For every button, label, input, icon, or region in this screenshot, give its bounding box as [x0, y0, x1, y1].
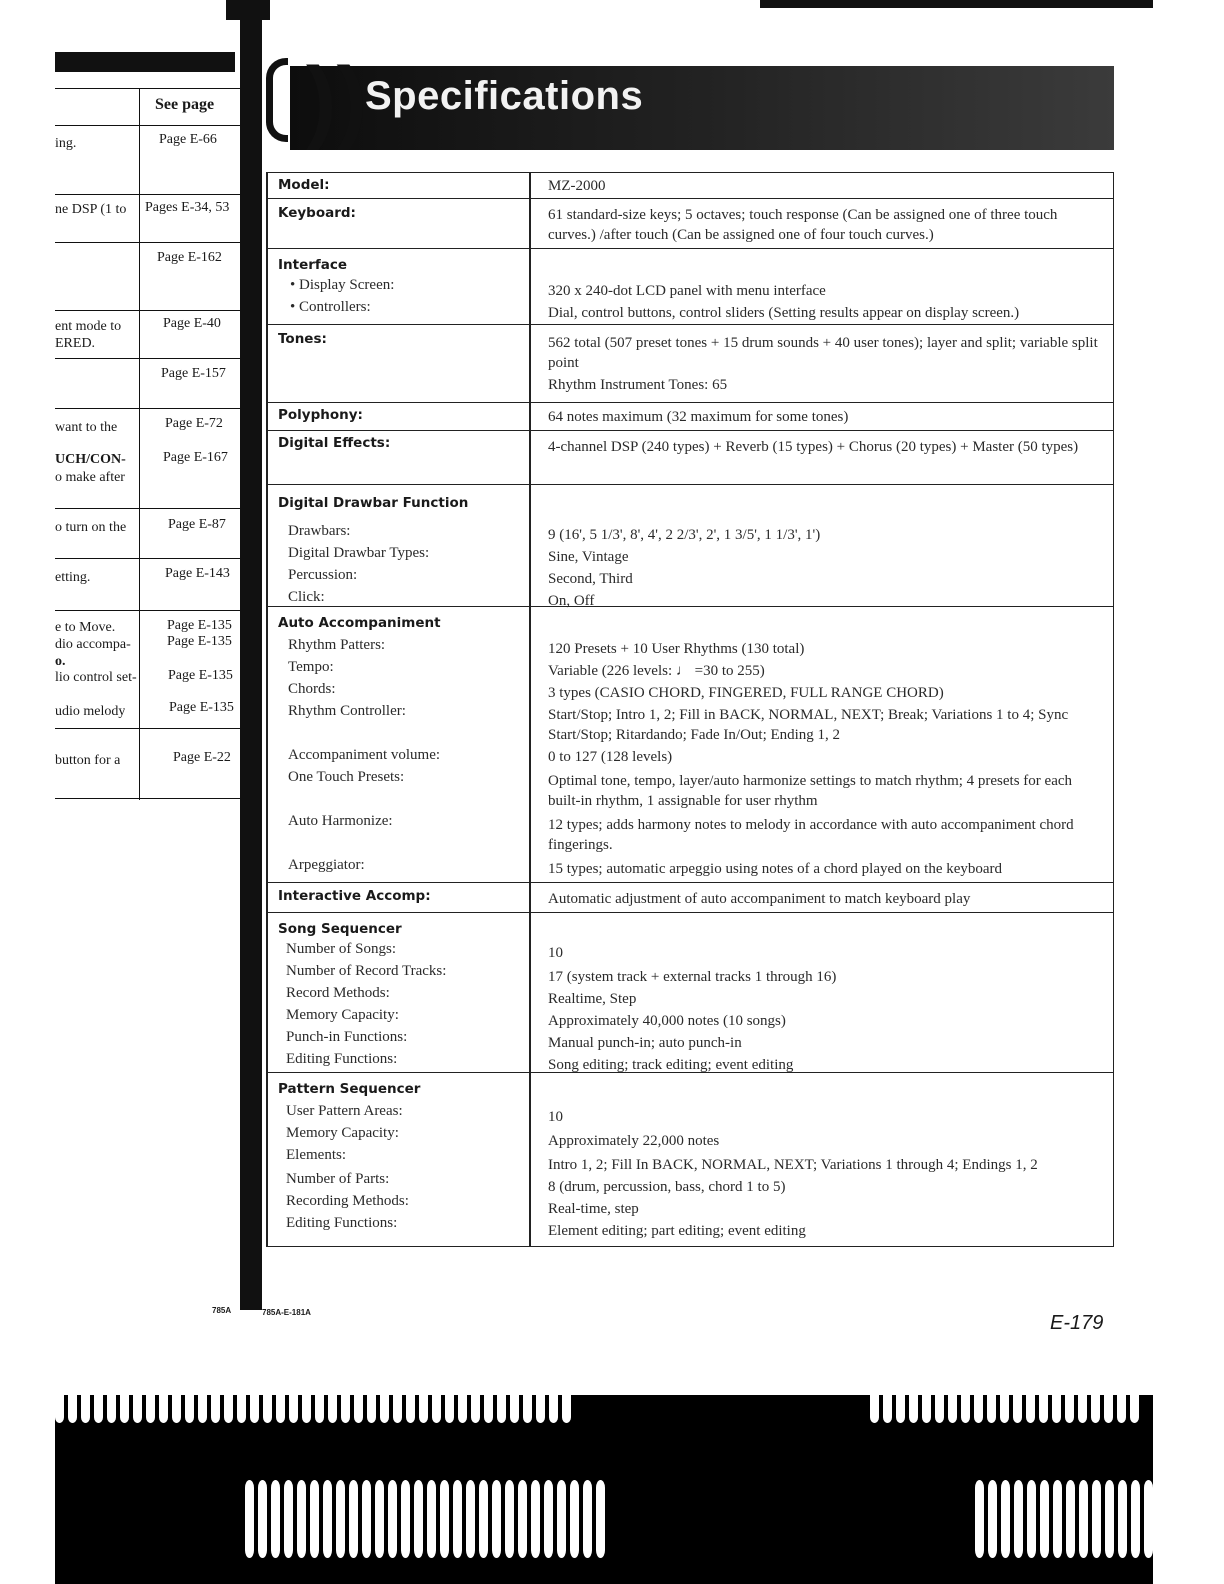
left-row-text: etting.: [55, 570, 91, 585]
top-edge-strip: [760, 0, 1153, 8]
left-row-text: UCH/CON-: [55, 452, 126, 467]
comb-tooth: [315, 1365, 324, 1423]
left-row-page: Page E-143: [165, 566, 230, 581]
left-row-page: Page E-66: [159, 132, 217, 147]
comb-tooth: [557, 1480, 566, 1558]
comb-pattern-top-left: [55, 1365, 571, 1423]
comb-tooth: [375, 1480, 384, 1558]
spec-sublabel: One Touch Presets:: [288, 769, 405, 785]
comb-tooth: [341, 1365, 350, 1423]
left-row-text: o.: [55, 654, 66, 669]
left-row-page: Page E-157: [161, 366, 226, 381]
spec-sublabel: Digital Drawbar Types:: [288, 545, 430, 561]
comb-tooth: [432, 1365, 441, 1423]
left-row-page: Page E-162: [157, 250, 222, 265]
comb-tooth: [453, 1480, 462, 1558]
comb-tooth: [1014, 1480, 1023, 1558]
comb-tooth: [284, 1480, 293, 1558]
comb-tooth: [531, 1480, 540, 1558]
comb-tooth: [120, 1365, 129, 1423]
comb-tooth: [935, 1365, 944, 1423]
comb-tooth: [1039, 1365, 1048, 1423]
spec-value: MZ-2000: [548, 178, 606, 194]
spec-value: Optimal tone, tempo, layer/auto harmonize settings to match rhythm; 4 presets for each built-in rhythm, 1 assignable for user rhythm: [548, 773, 1073, 809]
spec-sublabel: Rhythm Controller:: [288, 703, 406, 719]
spec-value: Second, Third: [548, 571, 633, 587]
left-page-reference-table: [55, 88, 240, 800]
spec-sublabel: Auto Harmonize:: [288, 813, 393, 829]
spec-sublabel: Tempo:: [288, 659, 334, 675]
spec-label: Interactive Accomp:: [278, 888, 431, 904]
left-row-text: udio melody: [55, 704, 126, 719]
comb-pattern-bottom-right: [975, 1480, 1153, 1558]
specifications-table: [266, 172, 1114, 1247]
comb-tooth: [518, 1480, 527, 1558]
spec-sublabel: Editing Functions:: [286, 1051, 398, 1067]
spec-value: Element editing; part editing; event editing: [548, 1223, 806, 1239]
spec-label: Tones:: [278, 331, 327, 347]
comb-tooth: [505, 1480, 514, 1558]
comb-tooth: [393, 1365, 402, 1423]
comb-tooth: [471, 1365, 480, 1423]
spec-value: 320 x 240-dot LCD panel with menu interface: [548, 283, 826, 299]
comb-tooth: [362, 1480, 371, 1558]
left-row-page: Page E-135: [167, 634, 232, 649]
comb-tooth: [349, 1480, 358, 1558]
comb-tooth: [172, 1365, 181, 1423]
spec-label: Song Sequencer: [278, 921, 402, 937]
spec-label: Model:: [278, 177, 330, 193]
spec-label: Pattern Sequencer: [278, 1081, 421, 1097]
comb-tooth: [987, 1365, 996, 1423]
comb-tooth: [1092, 1480, 1101, 1558]
comb-tooth: [1131, 1480, 1140, 1558]
left-footer-code: 785A: [212, 1306, 232, 1315]
spec-sublabel: • Display Screen:: [290, 277, 395, 293]
comb-tooth: [406, 1365, 415, 1423]
comb-tooth: [1104, 1365, 1113, 1423]
spec-value: 64 notes maximum (32 maximum for some tones): [548, 409, 849, 425]
comb-tooth: [1040, 1480, 1049, 1558]
comb-tooth: [570, 1480, 579, 1558]
spec-sublabel: Rhythm Patters:: [288, 637, 386, 653]
left-row-text: o make after: [55, 470, 125, 485]
left-row-text: ERED.: [55, 336, 96, 351]
left-row-text: button for a: [55, 753, 121, 768]
spec-sublabel: User Pattern Areas:: [286, 1103, 403, 1119]
spec-value: Manual punch-in; auto punch-in: [548, 1035, 742, 1051]
left-row-page: Page E-72: [165, 416, 223, 431]
spec-row-digital-effects: [266, 430, 1114, 484]
comb-tooth: [549, 1365, 558, 1423]
comb-tooth: [224, 1365, 233, 1423]
comb-tooth: [1001, 1480, 1010, 1558]
comb-tooth: [258, 1480, 267, 1558]
comb-tooth: [883, 1365, 892, 1423]
spec-label: Interface: [278, 257, 348, 273]
comb-tooth: [55, 1365, 64, 1423]
left-table-rule: [55, 358, 240, 359]
comb-tooth: [870, 1365, 879, 1423]
spec-value: Real-time, step: [548, 1201, 639, 1217]
comb-tooth: [458, 1365, 467, 1423]
comb-tooth: [354, 1365, 363, 1423]
left-row-text: want to the: [55, 420, 118, 435]
comb-tooth: [245, 1480, 254, 1558]
comb-tooth: [497, 1365, 506, 1423]
spec-value: 0 to 127 (128 levels): [548, 749, 673, 765]
comb-tooth: [237, 1365, 246, 1423]
left-row-text: lio control set-: [55, 670, 137, 685]
left-row-text: ing.: [55, 136, 77, 151]
spec-row-interface: [266, 248, 1114, 324]
spec-sublabel: Recording Methods:: [286, 1193, 409, 1209]
left-row-page: Page E-167: [163, 450, 228, 465]
spec-value: Rhythm Instrument Tones: 65: [548, 377, 728, 393]
spec-sublabel: Record Methods:: [286, 985, 390, 1001]
spec-value: Automatic adjustment of auto accompaniment to match keyboard play: [548, 891, 971, 907]
comb-tooth: [1052, 1365, 1061, 1423]
comb-tooth: [94, 1365, 103, 1423]
comb-tooth: [445, 1365, 454, 1423]
spec-sublabel: Number of Songs:: [286, 941, 396, 957]
comb-tooth: [544, 1480, 553, 1558]
spec-value: 8 (drum, percussion, bass, chord 1 to 5): [548, 1179, 786, 1195]
spec-value: 4-channel DSP (240 types) + Reverb (15 types) + Chorus (20 types) + Master (50 types): [548, 439, 1079, 455]
comb-tooth: [510, 1365, 519, 1423]
comb-tooth: [1130, 1365, 1139, 1423]
comb-tooth: [583, 1480, 592, 1558]
comb-tooth: [427, 1480, 436, 1558]
comb-tooth: [484, 1365, 493, 1423]
left-page-top-bar: [55, 52, 235, 72]
spec-value: 120 Presets + 10 User Rhythms (130 total): [548, 641, 805, 657]
comb-pattern-bottom-left: [245, 1480, 605, 1558]
spec-value: Intro 1, 2; Fill In BACK, NORMAL, NEXT; Variations 1 through 4; Endings 1, 2: [548, 1157, 1038, 1173]
comb-tooth: [297, 1480, 306, 1558]
comb-tooth: [974, 1365, 983, 1423]
bottom-scan-band: [55, 1395, 1153, 1584]
spec-value: Sine, Vintage: [548, 549, 629, 565]
comb-tooth: [896, 1365, 905, 1423]
spec-row-song-sequencer: [266, 912, 1114, 1072]
left-row-page: Page E-135: [169, 700, 234, 715]
spec-value: Realtime, Step: [548, 991, 637, 1007]
comb-tooth: [1079, 1480, 1088, 1558]
comb-tooth: [289, 1365, 298, 1423]
left-table-rule: [55, 242, 240, 243]
spec-sublabel: Punch-in Functions:: [286, 1029, 408, 1045]
comb-tooth: [419, 1365, 428, 1423]
comb-tooth: [596, 1480, 605, 1558]
comb-tooth: [185, 1365, 194, 1423]
comb-tooth: [328, 1365, 337, 1423]
comb-tooth: [367, 1365, 376, 1423]
comb-tooth: [1105, 1480, 1114, 1558]
comb-tooth: [1065, 1365, 1074, 1423]
spec-sublabel: Number of Record Tracks:: [286, 963, 447, 979]
comb-tooth: [1117, 1365, 1126, 1423]
page-number: E-179: [1050, 1312, 1104, 1334]
spec-value: 17 (system track + external tracks 1 through 16): [548, 969, 837, 985]
spec-value: 9 (16', 5 1/3', 8', 4', 2 2/3', 2', 1 3/5', 1 1/3', 1'): [548, 527, 821, 543]
spec-value: 15 types; automatic arpeggio using notes of a chord played on the keyboard: [548, 861, 1003, 877]
left-table-rule: [55, 508, 240, 509]
left-table-rule: [55, 558, 240, 559]
comb-tooth: [380, 1365, 389, 1423]
comb-tooth: [909, 1365, 918, 1423]
spec-value: Approximately 22,000 notes: [548, 1133, 720, 1149]
spec-label: Digital Drawbar Function: [278, 495, 469, 511]
spec-label: Polyphony:: [278, 407, 363, 423]
comb-tooth: [1091, 1365, 1100, 1423]
comb-tooth: [975, 1480, 984, 1558]
spec-value: 10: [548, 945, 563, 961]
comb-tooth: [961, 1365, 970, 1423]
comb-tooth: [68, 1365, 77, 1423]
left-row-page: Page E-87: [168, 517, 226, 532]
spec-sublabel: Chords:: [288, 681, 336, 697]
left-table-rule: [55, 798, 240, 799]
comb-tooth: [1000, 1365, 1009, 1423]
comb-tooth: [988, 1480, 997, 1558]
comb-tooth: [133, 1365, 142, 1423]
comb-tooth: [1026, 1365, 1035, 1423]
comb-tooth: [146, 1365, 155, 1423]
comb-tooth: [1027, 1480, 1036, 1558]
spec-sublabel: Percussion:: [288, 567, 358, 583]
spec-value: Song editing; track editing; event editing: [548, 1057, 794, 1073]
comb-tooth: [310, 1480, 319, 1558]
spec-value: 12 types; adds harmony notes to melody in accordance with auto accompaniment chord fingerings.: [548, 817, 1074, 853]
spec-value: 3 types (CASIO CHORD, FINGERED, FULL RANGE CHORD): [548, 685, 944, 701]
comb-tooth: [523, 1365, 532, 1423]
comb-tooth: [198, 1365, 207, 1423]
spec-value: Approximately 40,000 notes (10 songs): [548, 1013, 786, 1029]
comb-tooth: [81, 1365, 90, 1423]
spec-sublabel: Drawbars:: [288, 523, 351, 539]
comb-tooth: [250, 1365, 259, 1423]
comb-tooth: [1144, 1480, 1153, 1558]
bracket-icon: [266, 58, 288, 142]
see-page-header: See page: [155, 96, 215, 113]
comb-tooth: [401, 1480, 410, 1558]
spec-value: Dial, control buttons, control sliders (Setting results appear on display screen.): [548, 305, 1020, 321]
left-row-text: e to Move.: [55, 620, 116, 635]
spec-row-drawbar: [266, 484, 1114, 609]
spec-row-interactive: [266, 882, 1114, 912]
comb-tooth: [388, 1480, 397, 1558]
spec-value: 10: [548, 1109, 563, 1125]
spec-sublabel: Arpeggiator:: [288, 857, 365, 873]
comb-tooth: [336, 1480, 345, 1558]
left-row-page: Page E-22: [173, 750, 231, 765]
comb-tooth: [414, 1480, 423, 1558]
comb-pattern-top-right: [870, 1365, 1139, 1423]
spec-sublabel: • Controllers:: [290, 299, 371, 315]
spec-row-model: [266, 172, 1114, 198]
footer-code: 785A-E-181A: [262, 1308, 311, 1317]
spec-value: Variable (226 levels: ♩ =30 to 255): [548, 663, 765, 679]
spec-value: 61 standard-size keys; 5 octaves; touch response (Can be assigned one of three touch curves.) /after touch (Can be assigned one of four touch curves.): [548, 207, 1058, 243]
left-row-page: Page E-135: [168, 668, 233, 683]
spec-sublabel: Accompaniment volume:: [288, 747, 441, 763]
spec-sublabel: Elements:: [286, 1147, 346, 1163]
spec-row-auto-accompaniment: [266, 606, 1114, 882]
left-row-page: Page E-40: [163, 316, 221, 331]
comb-tooth: [1066, 1480, 1075, 1558]
spec-label: Auto Accompaniment: [278, 615, 441, 631]
spec-value: Start/Stop; Intro 1, 2; Fill in BACK, NORMAL, NEXT; Break; Variations 1 to 4; Sync Start/Stop; Ritardando; Fade In/Out; Ending 1, 2: [548, 707, 1069, 743]
comb-tooth: [922, 1365, 931, 1423]
left-table-rule: [55, 728, 240, 729]
left-row-text: o turn on the: [55, 520, 127, 535]
comb-tooth: [271, 1480, 280, 1558]
binding-spine: [240, 0, 262, 1310]
comb-tooth: [492, 1480, 501, 1558]
left-table-rule: [55, 88, 240, 89]
left-table-rule: [55, 610, 240, 611]
comb-tooth: [323, 1480, 332, 1558]
left-row-text: dio accompa-: [55, 637, 131, 652]
left-table-rule: [55, 408, 240, 409]
spec-row-polyphony: [266, 402, 1114, 430]
comb-tooth: [536, 1365, 545, 1423]
spec-label: Digital Effects:: [278, 435, 391, 451]
comb-tooth: [211, 1365, 220, 1423]
spec-sublabel: Memory Capacity:: [286, 1007, 399, 1023]
left-row-page: Page E-135: [167, 618, 232, 633]
comb-tooth: [466, 1480, 475, 1558]
comb-tooth: [276, 1365, 285, 1423]
left-row-text: ent mode to: [55, 319, 122, 334]
left-table-rule: [55, 125, 240, 126]
spec-row-keyboard: [266, 198, 1114, 248]
spec-sublabel: Number of Parts:: [286, 1171, 390, 1187]
comb-tooth: [479, 1480, 488, 1558]
spec-label: Keyboard:: [278, 205, 356, 221]
comb-tooth: [1013, 1365, 1022, 1423]
spec-sublabel: Editing Functions:: [286, 1215, 398, 1231]
comb-tooth: [1053, 1480, 1062, 1558]
spec-row-pattern-sequencer: [266, 1072, 1114, 1247]
comb-tooth: [159, 1365, 168, 1423]
comb-tooth: [1078, 1365, 1087, 1423]
comb-tooth: [263, 1365, 272, 1423]
spec-value: On, Off: [548, 593, 595, 609]
comb-tooth: [1118, 1480, 1127, 1558]
double-chevron-icon: )): [306, 49, 368, 151]
left-table-rule: [55, 194, 240, 195]
comb-tooth: [302, 1365, 311, 1423]
page-title: Specifications: [365, 74, 644, 118]
left-row-text: ne DSP (1 to: [55, 202, 127, 217]
spec-sublabel: Click:: [288, 589, 325, 605]
left-row-page: Pages E-34, 53: [145, 200, 230, 215]
comb-tooth: [107, 1365, 116, 1423]
comb-tooth: [440, 1480, 449, 1558]
comb-tooth: [948, 1365, 957, 1423]
comb-tooth: [562, 1365, 571, 1423]
left-table-rule: [55, 310, 240, 311]
spec-value: 562 total (507 preset tones + 15 drum sounds + 40 user tones); layer and split; variable split point: [548, 335, 1098, 371]
spec-row-tones: [266, 324, 1114, 402]
spec-sublabel: Memory Capacity:: [286, 1125, 399, 1141]
